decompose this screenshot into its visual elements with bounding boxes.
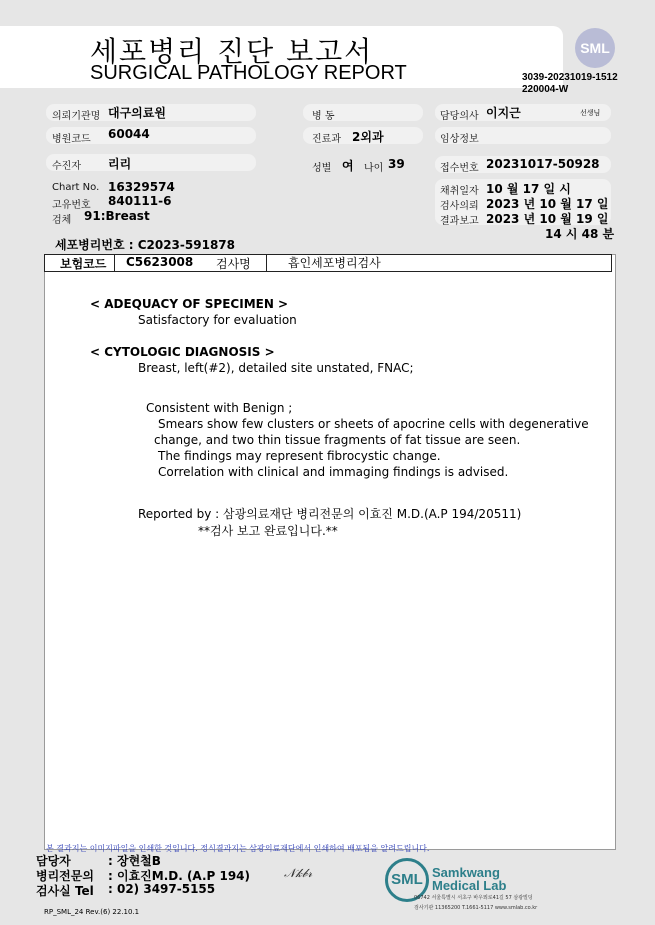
clinical-label: 임상정보 [440, 134, 479, 145]
institution-label: 의뢰기관명 [52, 111, 101, 122]
report-body [44, 254, 616, 850]
unique-label: 고유번호 [52, 200, 91, 211]
receipt-value: 20231017-50928 [486, 157, 600, 171]
report-title-korean: 세포병리 진단 보고서 [90, 35, 374, 68]
staff-label: 담당자 [36, 854, 71, 868]
insurance-code-value: C5623008 [126, 255, 194, 269]
age-value: 39 [388, 157, 405, 171]
report-title-english: SURGICAL PATHOLOGY REPORT [90, 62, 407, 84]
finding-line-2: change, and two thin tissue fragments of fat tissue are seen. [154, 433, 521, 447]
patient-label: 수진자 [52, 161, 81, 172]
code-row-divider [114, 254, 115, 272]
ward-label: 병 동 [312, 111, 335, 122]
doctor-value: 이지근 [486, 106, 521, 120]
reported-by: Reported by : 삼광의료재단 병리전문의 이효진 M.D.(A.P 194/20511) [138, 507, 522, 521]
report-complete: **검사 보고 완료입니다.** [198, 524, 338, 538]
document-id-line1: 3039-20231019-1512 [522, 72, 618, 83]
specimen-value: 91:Breast [84, 209, 150, 223]
form-code: RP_SML_24 Rev.(6) 22.10.1 [44, 908, 140, 916]
request-label: 검사의뢰 [440, 201, 479, 212]
result-time: 14 시 48 분 [545, 227, 615, 241]
dept-value: 2외과 [352, 130, 384, 144]
finding-line-1: Smears show few clusters or sheets of apocrine cells with degenerative [158, 417, 589, 431]
pathologist-label: 병리전문의 [36, 869, 94, 883]
print-notice: 본 결과지는 이미지파일을 인쇄한 것입니다. 정식결과지는 삼광의료재단에서 인쇄하여 배포됨을 알려드립니다. [46, 844, 430, 853]
code-row-divider [266, 254, 267, 272]
insurance-code-label: 보험코드 [60, 257, 107, 271]
sex-label: 성별 [312, 163, 332, 174]
institution-value: 대구의료원 [108, 106, 166, 120]
tel-label: 검사실 Tel [36, 884, 94, 898]
adequacy-heading: < ADEQUACY OF SPECIMEN > [90, 297, 289, 311]
staff-value: : 장현철B [108, 854, 161, 868]
adequacy-text: Satisfactory for evaluation [138, 313, 297, 327]
diagnosis-text: Breast, left(#2), detailed site unstated, FNAC; [138, 361, 414, 375]
lab-name [432, 866, 506, 892]
chart-label: Chart No. [52, 182, 100, 193]
document-id-line2: 220004-W [522, 84, 569, 95]
test-name-label: 검사명 [216, 257, 251, 271]
result-value: 2023 년 10 월 19 일 [486, 212, 609, 226]
collect-value: 10 월 17 일 시 [486, 182, 571, 196]
sml-logo-icon: SML [575, 28, 615, 68]
tel-value: : 02) 3497-5155 [108, 882, 216, 896]
diagnosis-heading: < CYTOLOGIC DIAGNOSIS > [90, 345, 275, 359]
lab-logo-icon: SML [385, 858, 429, 902]
consistent-text: Consistent with Benign ; [146, 401, 293, 415]
pathologist-value: : 이효진M.D. (A.P 194) [108, 869, 251, 883]
dept-label: 진료과 [312, 134, 341, 145]
doctor-label: 담당의사 [440, 111, 479, 122]
specimen-label: 검체 [52, 215, 72, 226]
receipt-label: 접수번호 [440, 163, 479, 174]
finding-line-3: The findings may represent fibrocystic change. [158, 449, 441, 463]
chart-value: 16329574 [108, 180, 175, 194]
request-value: 2023 년 10 월 17 일 [486, 197, 609, 211]
cytology-number: 세포병리번호 : C2023-591878 [55, 238, 235, 252]
patient-value: 리리 [108, 157, 132, 171]
lab-address-line2: 검사기관 11365200 T.1661-5117 www.smlab.co.kr [414, 905, 538, 911]
age-label: 나이 [364, 163, 384, 174]
test-name-value: 흡인세포병리검사 [288, 256, 381, 270]
hospital-code-label: 병원코드 [52, 134, 91, 145]
lab-address-line1: 06742 서울특별시 서초구 바우뫼로41길 57 삼광빌딩 [414, 895, 533, 901]
doctor-suffix: 선생님 [580, 109, 601, 117]
lab-address [414, 893, 537, 913]
collect-label: 채취일자 [440, 186, 479, 197]
document-id [522, 72, 618, 96]
sex-value: 여 [342, 159, 354, 173]
lab-name-line2: Medical Lab [432, 878, 507, 893]
signature: 𝒩𝓀𝒷𝓇 [284, 866, 313, 880]
finding-line-4: Correlation with clinical and immaging findings is advised. [158, 465, 509, 479]
result-label: 결과보고 [440, 216, 479, 227]
hospital-code-value: 60044 [108, 127, 150, 141]
lab-name-line1: Samkwang [432, 865, 500, 880]
unique-value: 840111-6 [108, 194, 172, 208]
